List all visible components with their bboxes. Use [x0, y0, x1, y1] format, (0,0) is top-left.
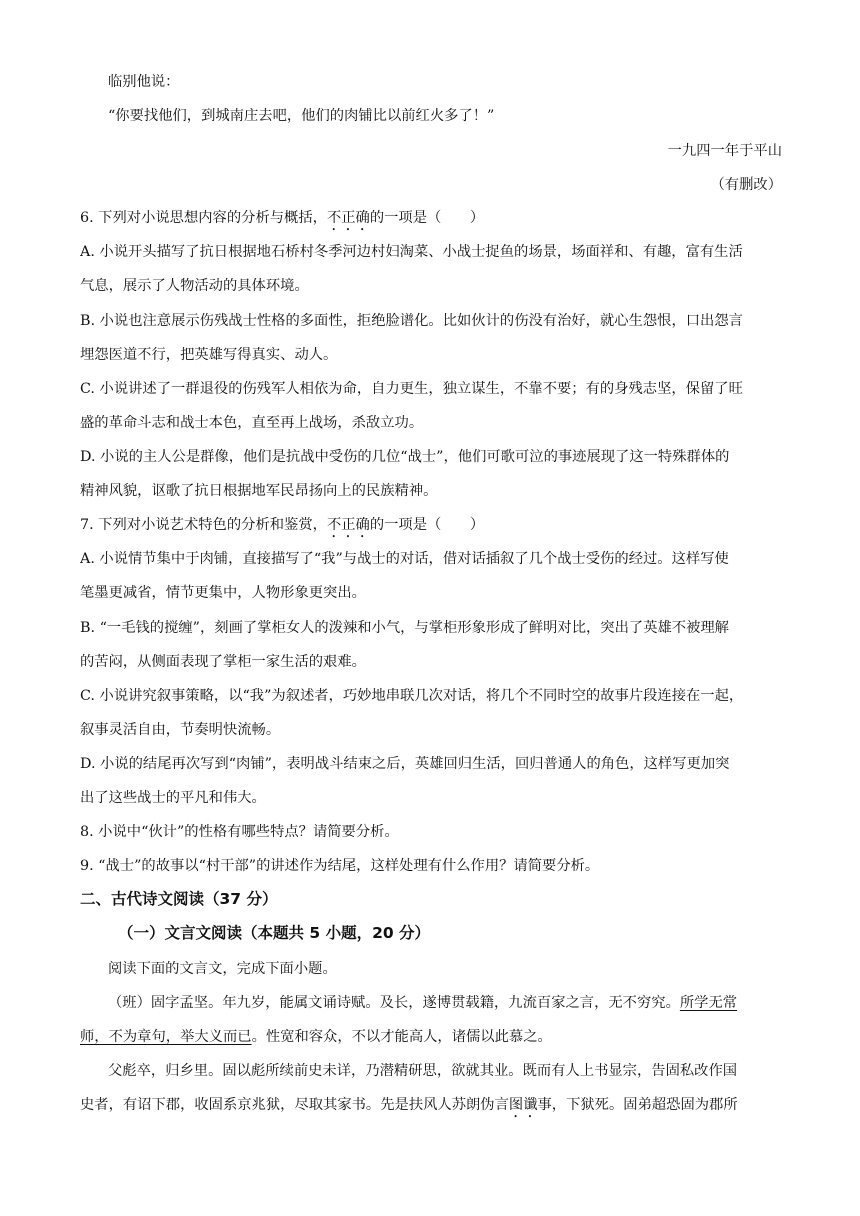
- option-b-cont: 的苦闷，从侧面表现了掌柜一家生活的艰难。: [80, 654, 366, 670]
- option-c: C. 小说讲究叙事策略，以“我”为叙述者，巧妙地串联几次对话，将几个不同时空的故事片段连接在一起，: [80, 688, 744, 704]
- option-b-cont: 埋怨医道不行，把英雄写得真实、动人。: [80, 347, 338, 363]
- option-a: A. 小说开头描写了抗日根据地石桥村冬季河边村妇淘菜、小战士捉鱼的场景，场面祥和、有趣，富有生活: [80, 244, 743, 260]
- emphasis-text: 图谶: [508, 1097, 538, 1113]
- stem-text: 的一项是（ ）: [369, 210, 485, 226]
- story-note: （有删改）: [710, 177, 782, 193]
- stem-text: 6. 下列对小说思想内容的分析与概括，: [80, 210, 327, 226]
- option-d-cont: 精神风貌，讴歌了抗日根据地军民昂扬向上的民族精神。: [80, 483, 438, 499]
- option-d: D. 小说的主人公是群像，他们是抗战中受伤的几位“战士”，他们可歌可泣的事迹展现了这一特殊群体的: [80, 449, 730, 465]
- question-9: 9. “战士”的故事以“村干部”的讲述作为结尾，这样处理有什么作用？请简要分析。: [80, 858, 600, 874]
- stem-text: 7. 下列对小说艺术特色的分析和鉴赏，: [80, 517, 327, 533]
- option-c-cont: 叙事灵活自由，节奏明快流畅。: [80, 722, 281, 738]
- passage-line: [80, 1094, 782, 1121]
- passage-line: 父彪卒，归乡里。固以彪所续前史未详，乃潜精研思，欲就其业。既而有人上书显宗，告固私改作国: [108, 1063, 738, 1079]
- question-7-stem: [80, 514, 782, 541]
- stem-text: 的一项是（ ）: [369, 517, 485, 533]
- underlined-sentence: 师，不为章句，举大义而已: [80, 1029, 252, 1045]
- option-b: B. 小说也注意展示伤残战士性格的多面性，拒绝脸谱化。比如伙计的伤没有治好，就心生怨恨，口出怨言: [80, 313, 743, 329]
- question-6-stem: [80, 207, 782, 234]
- subsection-heading: （一）文言文阅读（本题共 5 小题，20 分）: [118, 924, 431, 942]
- section-heading: 二、古代诗文阅读（37 分）: [80, 890, 278, 908]
- passage-text: 。性宽和容众，不以才能高人，诸儒以此慕之。: [251, 1029, 552, 1045]
- option-a-cont: 笔墨更减省，情节更集中，人物形象更突出。: [80, 585, 366, 601]
- underlined-sentence: 所学无常: [679, 995, 738, 1011]
- option-a: A. 小说情节集中于肉铺，直接描写了“我”与战士的对话，借对话插叙了几个战士受伤的经过。这样写使: [80, 551, 729, 567]
- story-line: 临别他说：: [108, 74, 180, 90]
- option-c-cont: 盛的革命斗志和战士本色，直至再上战场，杀敌立功。: [80, 415, 424, 431]
- question-8: 8. 小说中“伙计”的性格有哪些特点？请简要分析。: [80, 824, 399, 840]
- passage-text: （班）固字孟坚。年九岁，能属文诵诗赋。及长，遂博贯载籍，九流百家之言，无不穷究。: [108, 995, 680, 1011]
- instruction-text: 阅读下面的文言文，完成下面小题。: [108, 961, 337, 977]
- story-date: 一九四一年于平山: [667, 143, 782, 159]
- option-a-cont: 气息，展示了人物活动的具体环境。: [80, 278, 309, 294]
- story-quote: “你要找他们，到城南庄去吧，他们的肉铺比以前红火多了！”: [108, 108, 495, 124]
- passage-line: [108, 992, 782, 1014]
- emphasis-text: 不正确: [326, 210, 370, 226]
- option-b: B. “一毛钱的搅缠”，刻画了掌柜女人的泼辣和小气，与掌柜形象形成了鲜明对比，突出了英雄不被理解: [80, 620, 729, 636]
- passage-line: [80, 1026, 782, 1048]
- option-c: C. 小说讲述了一群退役的伤残军人相依为命，自力更生，独立谋生，不靠不要；有的身残志坚，保留了旺: [80, 381, 743, 397]
- option-d-cont: 出了这些战士的平凡和伟大。: [80, 790, 266, 806]
- option-d: D. 小说的结尾再次写到“肉铺”，表明战斗结束之后，英雄回归生活，回归普通人的角色，这样写更加突: [80, 756, 730, 772]
- passage-text: 史者，有诏下郡，收固系京兆狱，尽取其家书。先是扶风人苏朗伪言: [80, 1097, 509, 1113]
- emphasis-text: 不正确: [326, 517, 370, 533]
- passage-text: 事，下狱死。固弟超恐固为郡所: [537, 1097, 738, 1113]
